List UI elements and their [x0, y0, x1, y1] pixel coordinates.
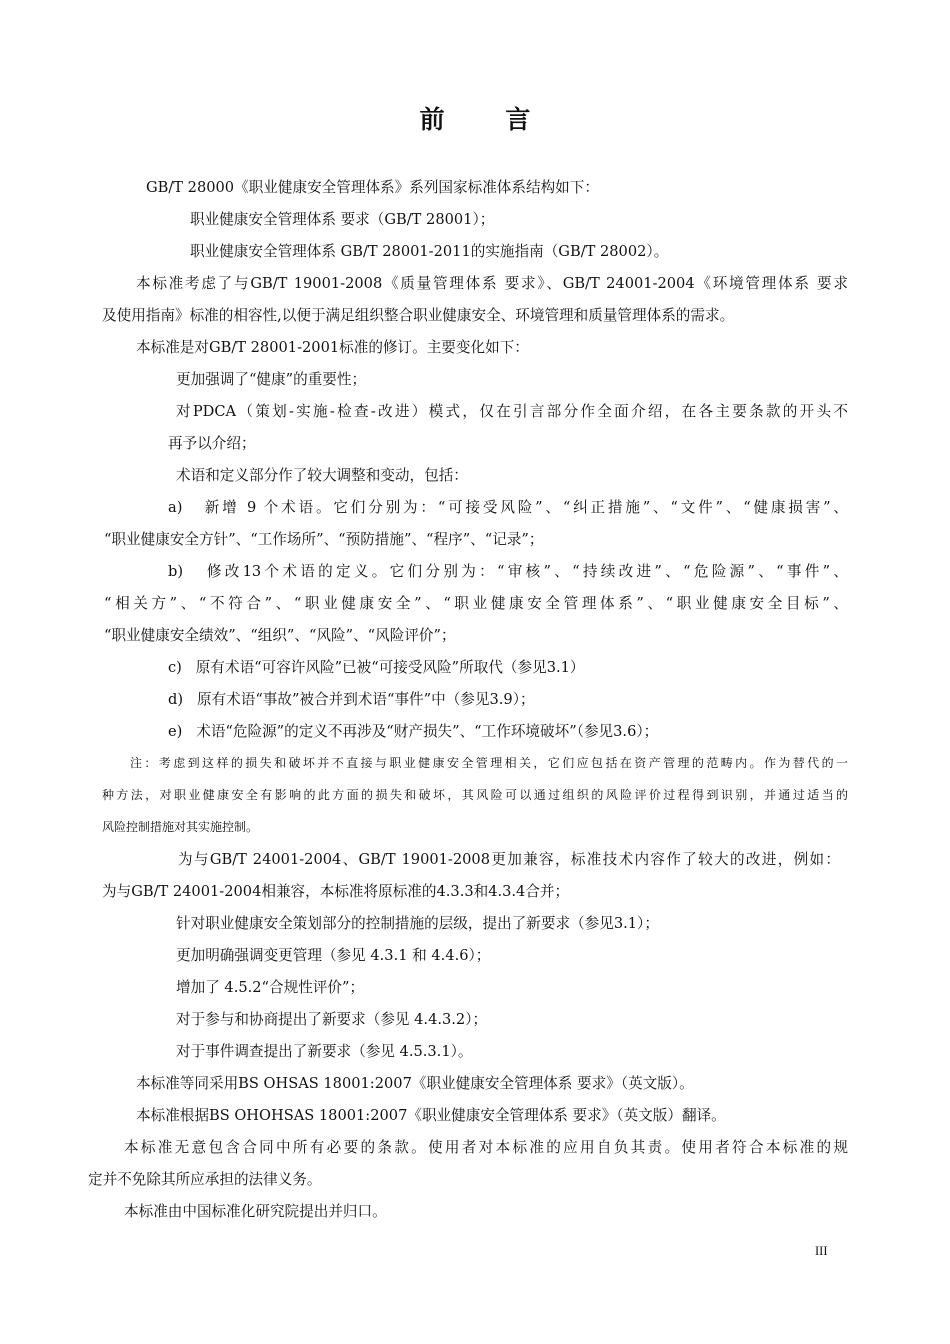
page-title: 前 言	[419, 105, 557, 134]
page-number: III	[815, 1244, 828, 1258]
note-line: 风险控制措施对其实施控制。	[102, 820, 259, 834]
note-line: 种方法，对职业健康安全有影响的此方面的损失和破坏，其风险可以通过组织的风险评价过程得到识别，并通过适当的	[102, 788, 848, 802]
text-line: 本标准考虑了与GB/T 19001-2008《质量管理体系 要求》、GB/T 24001-2004《环境管理体系 要求	[136, 275, 848, 292]
list-item: c) 原有术语“可容许风险”已被“可接受风险”所取代（参见3.1）	[168, 659, 585, 676]
list-item: a) 新增 9 个术语。它们分别为：“可接受风险”、“纠正措施”、“文件”、“健康损害”、	[168, 499, 848, 516]
text-line: 术语和定义部分作了较大调整和变动，包括：	[176, 467, 468, 484]
list-item: b) 修改13个术语的定义。它们分别为：“审核”、“持续改进”、“危险源”、“事件”、	[168, 563, 848, 580]
list-item: e) 术语“危险源”的定义不再涉及“财产损失”、“工作环境破坏”（参见3.6）；	[168, 723, 659, 740]
text-line: 对PDCA（策划-实施-检查-改进）模式，仅在引言部分作全面介绍，在各主要条款的开头不	[176, 403, 848, 420]
text-line: 更加强调了“健康”的重要性；	[176, 371, 367, 388]
text-line: 本标准无意包含合同中所有必要的条款。使用者对本标准的应用自负其责。使用者符合本标准的规	[124, 1139, 848, 1156]
text-line: 本标准等同采用BS OHSAS 18001:2007《职业健康安全管理体系 要求》（英文版）。	[136, 1075, 694, 1092]
text-line: 本标准是对GB/T 28001-2001标准的修订。主要变化如下：	[136, 339, 529, 356]
text-line: 更加明确强调变更管理（参见 4.3.1 和 4.4.6）；	[176, 947, 491, 964]
text-line: 为与GB/T 24001-2004、GB/T 19001-2008更加兼容，标准技术内容作了较大的改进，例如：	[178, 851, 840, 868]
text-line: 增加了 4.5.2“合规性评价”；	[176, 979, 365, 996]
text-line: 再予以介绍；	[168, 435, 256, 452]
text-line: 定并不免除其所应承担的法律义务。	[88, 1171, 322, 1188]
text-line: 对于参与和协商提出了新要求（参见 4.4.3.2）；	[176, 1011, 488, 1028]
text-line: GB/T 28000《职业健康安全管理体系》系列国家标准体系结构如下：	[146, 179, 599, 196]
text-line: “职业健康安全绩效”、“组织”、“风险”、“风险评价”；	[104, 627, 456, 644]
text-line: 及使用指南》标准的相容性,以便于满足组织整合职业健康安全、环境管理和质量管理体系的需求。	[102, 307, 735, 324]
note-line: 注：考虑到这样的损失和破坏并不直接与职业健康安全管理相关，它们应包括在资产管理的范畴内。作为替代的一	[130, 756, 848, 770]
text-line: 本标准由中国标准化研究院提出并归口。	[124, 1203, 387, 1220]
text-line: 职业健康安全管理体系 要求（GB/T 28001）；	[190, 211, 495, 228]
text-line: 为与GB/T 24001-2004相兼容，本标准将原标准的4.3.3和4.3.4合并；	[102, 883, 570, 900]
text-line: 对于事件调查提出了新要求（参见 4.5.3.1）。	[176, 1043, 473, 1060]
text-line: 针对职业健康安全策划部分的控制措施的层级，提出了新要求（参见3.1）；	[176, 915, 659, 932]
text-line: “职业健康安全方针”、“工作场所”、“预防措施”、“程序”、“记录”；	[104, 531, 544, 548]
text-line: “相关方”、“不符合”、“职业健康安全”、“职业健康安全管理体系”、“职业健康安全目标”、	[104, 595, 848, 612]
text-line: 职业健康安全管理体系 GB/T 28001-2011的实施指南（GB/T 28002）。	[190, 243, 669, 260]
text-line: 本标准根据BS OHOHSAS 18001:2007《职业健康安全管理体系 要求》（英文版）翻译。	[136, 1107, 726, 1124]
list-item: d) 原有术语“事故”被合并到术语“事件”中（参见3.9）；	[168, 691, 535, 708]
